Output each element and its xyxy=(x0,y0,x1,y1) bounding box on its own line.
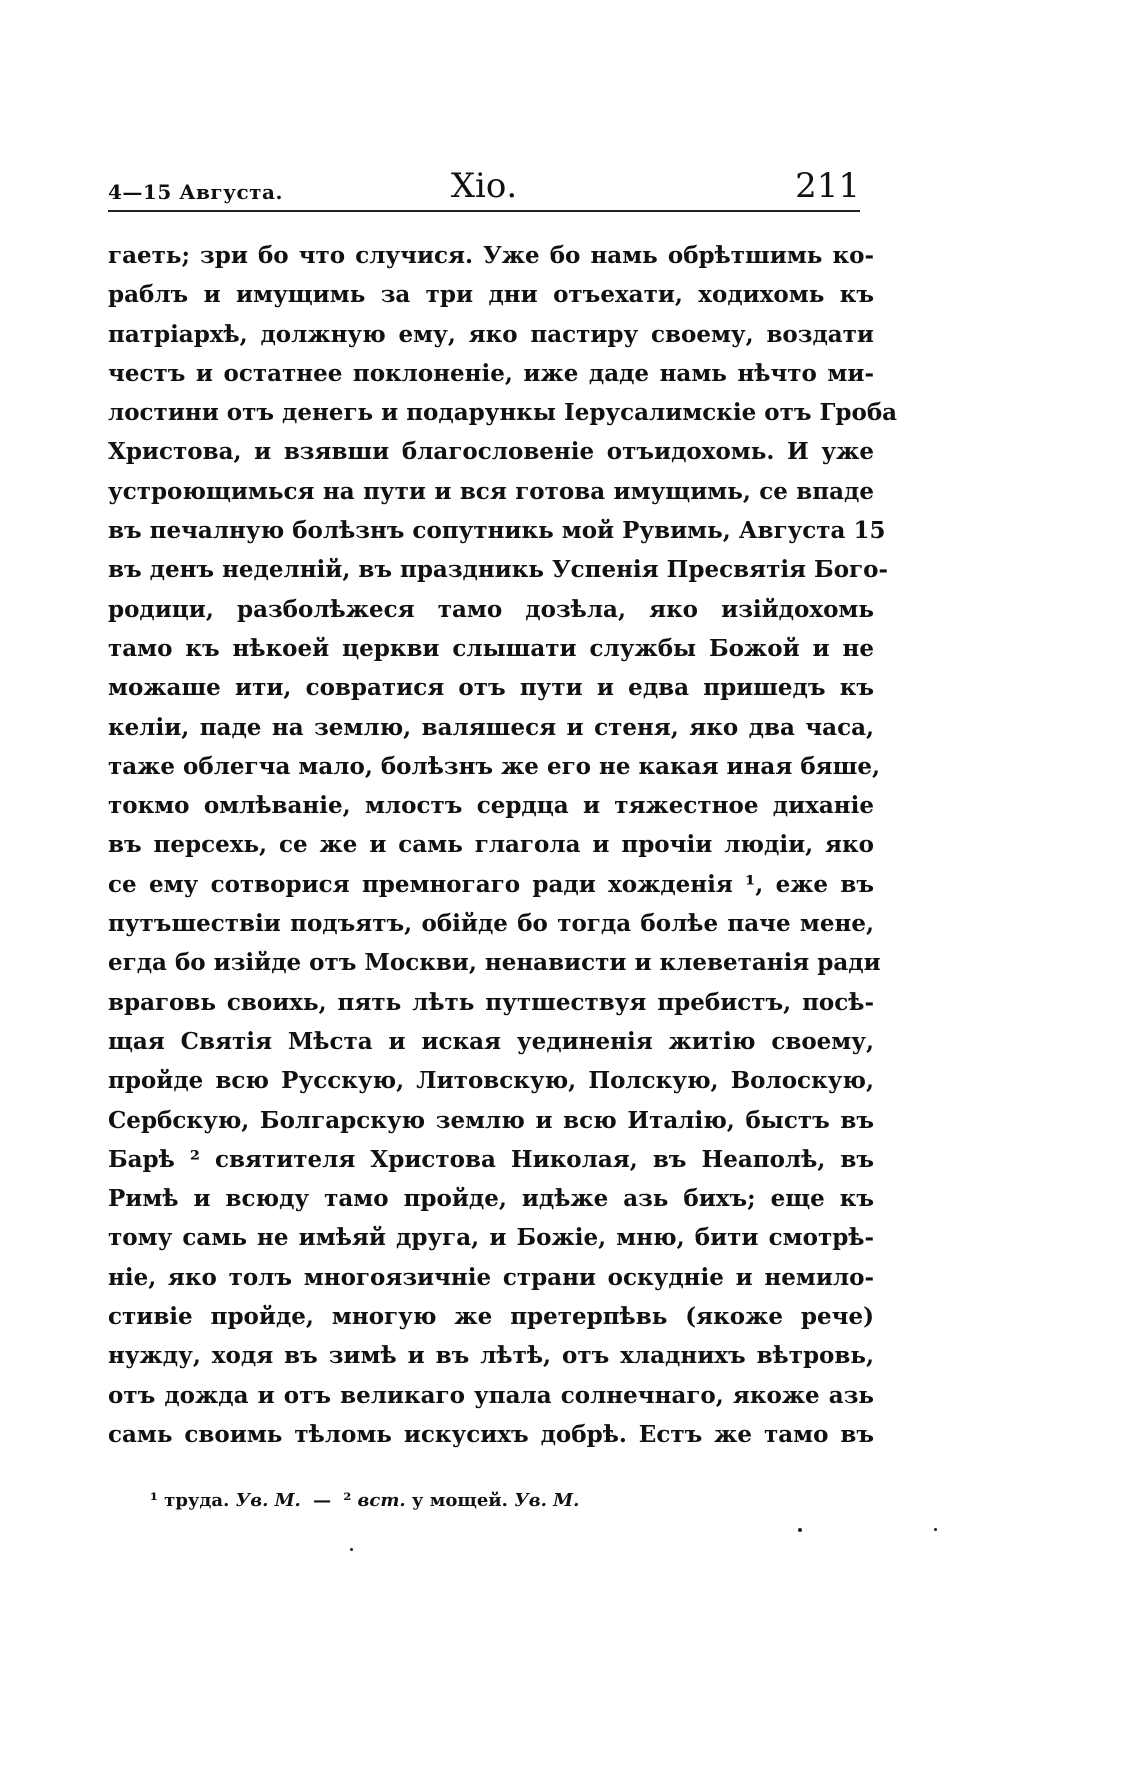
text-line: путъшествіи подъятъ, обійде бо тогда болѣе паче мене, xyxy=(108,910,874,938)
text-line: враговь своихь, пять лѣть путшествуя пребистъ, посѣ- xyxy=(108,988,874,1016)
text-line: лостини отъ денегь и подарункы Іерусалимскіе отъ Гроба xyxy=(108,399,898,427)
text-line: Барѣ ² святителя Христова Николая, въ Неаполѣ, въ xyxy=(108,1145,874,1173)
text-line: стивіе пройде, многую же претерпѣвь (якоже рече) xyxy=(108,1303,874,1331)
text-line: патріархѣ, должную ему, яко пастиру своему, воздати xyxy=(108,320,874,348)
footnote-2-text: у мощей. xyxy=(411,1490,508,1511)
text-line: таже облегча мало, болѣзнъ же его не какая иная бяше, xyxy=(108,752,881,780)
header-date-range: 4—15 Августа. xyxy=(108,180,283,204)
text-line: въ персехь, се же и самь глагола и прочіи людіи, яко xyxy=(108,831,874,859)
text-line: токмо омлѣваніе, млостъ сердца и тяжестное диханіе xyxy=(108,792,874,820)
text-line: Сербскую, Болгарскую землю и всю Италію, быстъ въ xyxy=(108,1106,874,1134)
header-rule xyxy=(108,210,860,212)
page-number: 211 xyxy=(795,166,860,206)
text-line: нужду, ходя въ зимѣ и въ лѣтѣ, отъ хладнихъ вѣтровь, xyxy=(108,1342,874,1370)
footnote-1-source: Ув. М. xyxy=(235,1490,301,1511)
text-line: тому самь не имѣяй друга, и Божіе, мню, бити смотрѣ- xyxy=(108,1224,874,1252)
ink-speck xyxy=(350,1548,353,1551)
text-line: Христова, и взявши благословеніе отъидохомь. И уже xyxy=(108,438,874,466)
text-line: щая Святія Мѣста и искaя уединенія житію своему, xyxy=(108,1027,874,1055)
text-line: можаше ити, совратися отъ пути и едва пришедъ къ xyxy=(108,674,874,702)
main-text xyxy=(108,236,898,1454)
text-line: устроющимься на пути и вся готова имущимь, се впаде xyxy=(108,477,874,505)
footnotes xyxy=(150,1490,579,1511)
footnote-2-abbrev: вст. xyxy=(357,1490,406,1511)
footnote-2-marker: ² xyxy=(343,1490,352,1511)
ink-speck xyxy=(798,1528,802,1532)
footnote-1-marker: ¹ xyxy=(150,1490,158,1511)
header-running-title: Хіо. xyxy=(450,166,518,206)
text-line: тамо къ нѣкоей церкви слышати службы Божой и не xyxy=(108,634,874,662)
text-line: келіи, паде на землю, валяшеся и стеня, яко два часа, xyxy=(108,713,874,741)
ink-speck xyxy=(934,1528,937,1531)
footnote-separator: — xyxy=(313,1490,332,1511)
text-line: Римѣ и всюду тамо пройде, идѣже азь бихъ; еще къ xyxy=(108,1185,874,1213)
footnote-2-source: Ув. М. xyxy=(514,1490,580,1511)
text-line: самь своимь тѣломь искусихъ добрѣ. Естъ же тамо въ xyxy=(108,1420,874,1448)
text-line: родици, разболѣжеся тамо дозѣла, яко изійдохомь xyxy=(108,595,874,623)
text-line: раблъ и имущимь за три дни отъехати, ходихомь къ xyxy=(108,281,874,309)
text-line: отъ дождa и отъ великаго упала солнечнаго, якоже азь xyxy=(108,1381,874,1409)
text-line: въ денъ неделній, въ праздникь Успенія Пресвятія Бого- xyxy=(108,556,889,584)
text-line: гаеть; зри бо что случися. Уже бо намь обрѣтшимь ко- xyxy=(108,242,874,269)
footnote-1-text: труда. xyxy=(164,1490,230,1511)
text-line: пройде всю Русскую, Литовскую, Полскую, Волоскую, xyxy=(108,1067,874,1095)
text-line: честъ и остатнее поклоненіе, иже даде намь нѣчто ми- xyxy=(108,359,874,387)
running-header xyxy=(108,160,860,210)
text-line: се ему сотворися премногаго ради хожденія ¹, еже въ xyxy=(108,870,874,898)
text-line: ніе, яко толъ многоязичніе страни оскудніе и немило- xyxy=(108,1263,874,1291)
text-line: въ печалную болѣзнъ сопутникь мой Рувимь, Августа 15 xyxy=(108,517,886,545)
text-line: егда бо изійде отъ Москви, ненависти и клеветанія ради xyxy=(108,949,881,977)
